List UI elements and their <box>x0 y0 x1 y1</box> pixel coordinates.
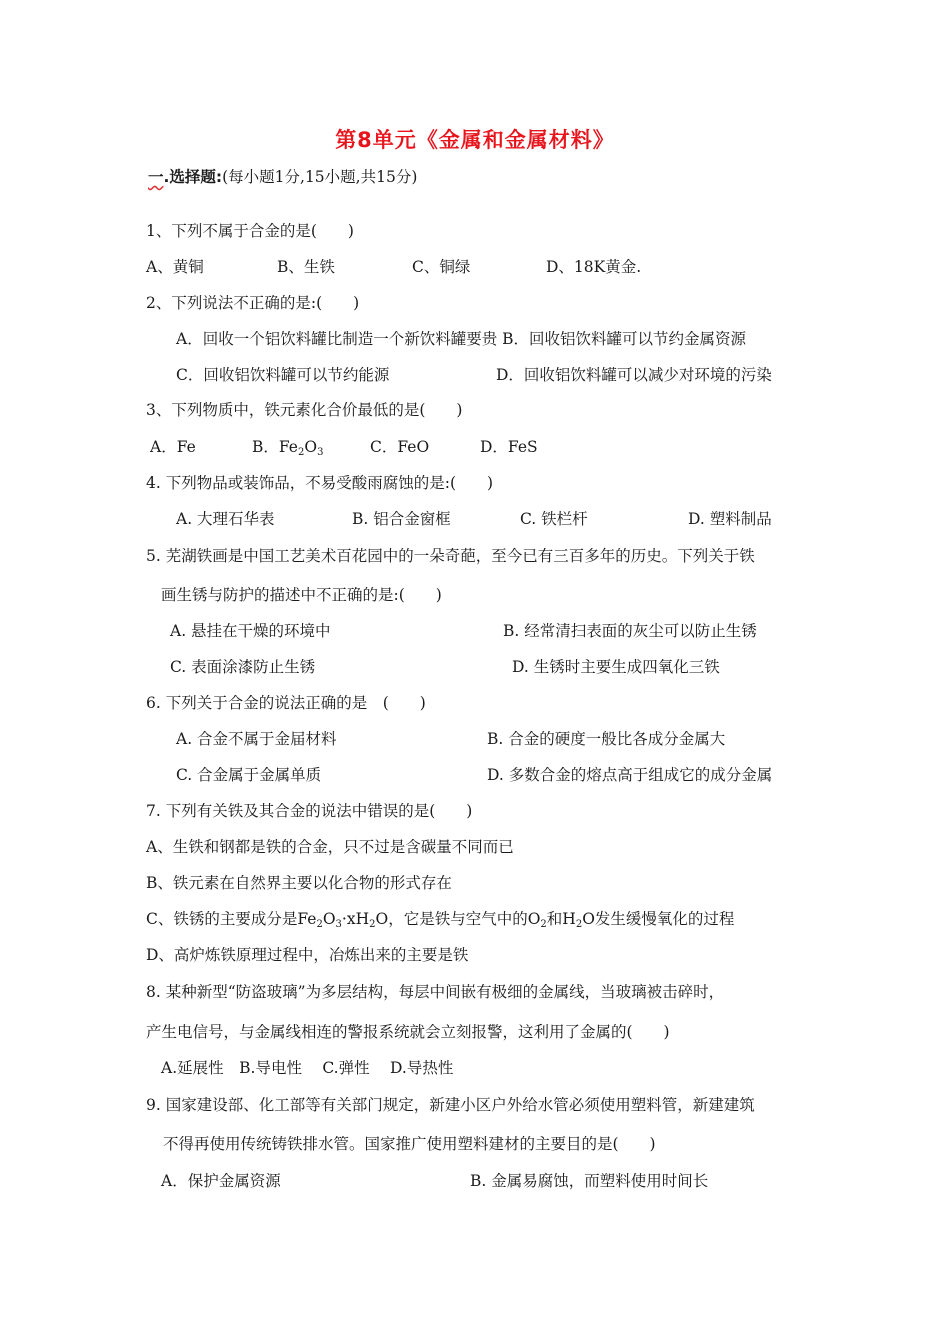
q3-option-d: D．FeS <box>480 438 538 456</box>
q7-option-d: D、高炉炼铁原理过程中，冶炼出来的主要是铁 <box>146 946 469 964</box>
section-prefix: 一 <box>148 168 164 186</box>
question-7-stem: 7. 下列有关铁及其合金的说法中错误的是( ) <box>146 802 473 820</box>
q1-option-a: A、黄铜 <box>146 258 204 276</box>
q3-option-c: C．FeO <box>370 438 430 456</box>
q9-option-b: B. 金属易腐蚀，而塑料使用时间长 <box>470 1172 709 1190</box>
q4-option-d: D. 塑料制品 <box>688 510 772 528</box>
q5-option-b: B. 经常清扫表面的灰尘可以防止生锈 <box>503 622 757 640</box>
question-3-stem: 3、下列物质中，铁元素化合价最低的是( ) <box>146 401 463 419</box>
question-9-stem-line1: 9. 国家建设部、化工部等有关部门规定，新建小区户外给水管必须使用塑料管，新建建筑 <box>146 1096 755 1114</box>
q8-options: A.延展性 B.导电性 C.弹性 D.导热性 <box>161 1059 454 1077</box>
q5-option-c: C. 表面涂漆防止生锈 <box>170 658 316 676</box>
q2-option-c: C．回收铝饮料罐可以节约能源 <box>176 366 390 384</box>
question-9-stem-line2: 不得再使用传统铸铁排水管。国家推广使用塑料建材的主要目的是( ) <box>163 1135 656 1153</box>
q6-option-d: D. 多数合金的熔点高于组成它的成分金属 <box>487 766 773 784</box>
q6-option-b: B. 合金的硬度一般比各成分金属大 <box>487 730 726 748</box>
q6-option-a: A. 合金不属于金届材料 <box>176 730 337 748</box>
q2-option-d: D．回收铝饮料罐可以减少对环境的污染 <box>496 366 772 384</box>
q4-option-b: B. 铝合金窗框 <box>352 510 451 528</box>
q4-option-a: A. 大理石华表 <box>176 510 275 528</box>
q3-option-a: A．Fe <box>150 438 196 456</box>
question-8-stem-line2: 产生电信号，与金属线相连的警报系统就会立刻报警，这利用了金属的( ) <box>146 1023 670 1041</box>
q1-option-b: B、生铁 <box>277 258 335 276</box>
question-4-stem: 4. 下列物品或装饰品，不易受酸雨腐蚀的是:( ) <box>146 474 494 492</box>
q3-option-b: B．$Fe_2O_3$ <box>252 438 324 458</box>
question-5-stem-line1: 5. 芜湖铁画是中国工艺美术百花园中的一朵奇葩，至今已有三百多年的历史。下列关于铁 <box>146 547 755 565</box>
q9-option-a: A．保护金属资源 <box>161 1172 281 1190</box>
q7-option-b: B、铁元素在自然界主要以化合物的形式存在 <box>146 874 452 892</box>
question-2-stem: 2、下列说法不正确的是:( ) <box>146 294 360 312</box>
q7-option-a: A、生铁和钢都是铁的合金，只不过是含碳量不同而已 <box>146 838 514 856</box>
q1-option-c: C、铜绿 <box>412 258 471 276</box>
q7-option-c: C、铁锈的主要成分是$Fe_2O_3\cdot xH_2O$，它是铁与空气中的$O_2$和$H_2O$发生缓慢氧化的过程 <box>146 910 735 930</box>
q4-option-c: C. 铁栏杆 <box>520 510 588 528</box>
q6-option-c: C. 合金属于金属单质 <box>176 766 322 784</box>
page-title: 第8单元《金属和金属材料》 <box>335 128 615 152</box>
section-label: .选择题: <box>163 168 223 186</box>
q5-option-d: D. 生锈时主要生成四氧化三铁 <box>512 658 720 676</box>
q5-option-a: A. 悬挂在干燥的环境中 <box>170 622 331 640</box>
q2-options-ab: A．回收一个铝饮料罐比制造一个新饮料罐要贵 B．回收铝饮料罐可以节约金属资源 <box>176 330 747 348</box>
question-1-stem: 1、下列不属于合金的是( ) <box>146 222 354 240</box>
question-5-stem-line2: 画生锈与防护的描述中不正确的是:( ) <box>161 586 442 604</box>
q1-option-d: D、18K黄金. <box>546 258 642 276</box>
section-heading <box>148 167 417 187</box>
section-note: (每小题1分,15小题,共15分) <box>222 168 418 186</box>
question-6-stem: 6. 下列关于合金的说法正确的是 ( ) <box>146 694 426 712</box>
question-8-stem-line1: 8. 某种新型“防盗玻璃”为多层结构，每层中间嵌有极细的金属线，当玻璃被击碎时， <box>146 983 725 1001</box>
